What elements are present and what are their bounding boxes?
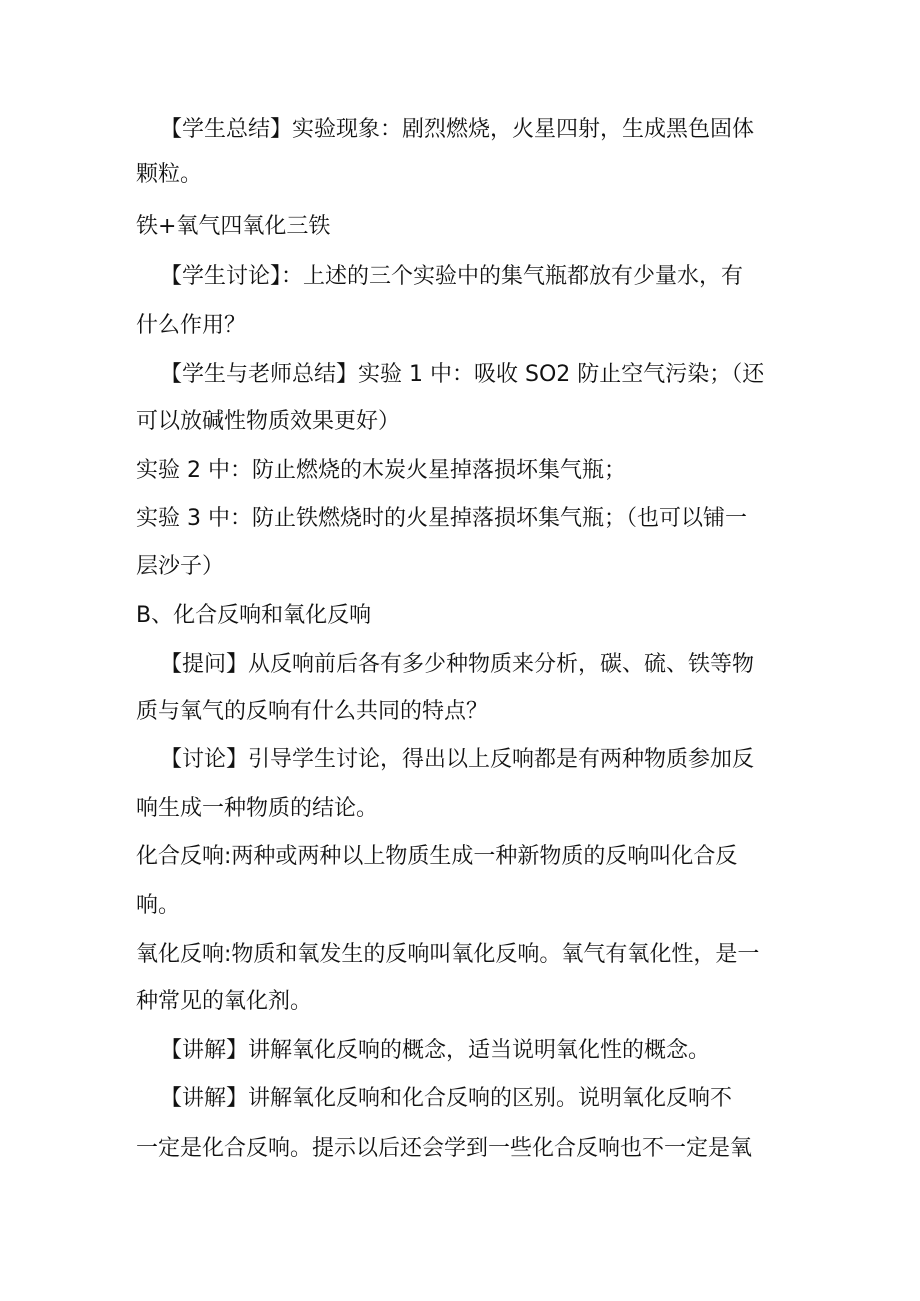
- experiment-3-cont: 层沙子）: [136, 554, 225, 579]
- teacher-summary-line: 【学生与老师总结】实验 1 中：吸收 SO2 防止空气污染；（还: [160, 362, 765, 387]
- explanation-line-1: 【讲解】讲解氧化反响的概念，适当说明氧化性的概念。: [160, 1038, 711, 1063]
- oxidation-reaction-def: 氧化反响:物质和氧发生的反响叫氧化反响。氧气有氧化性，是一: [136, 942, 760, 967]
- explanation-line-2-cont: 一定是化合反响。提示以后还会学到一些化合反响也不一定是氧: [136, 1136, 753, 1161]
- experiment-2-line: 实验 2 中：防止燃烧的木炭火星掉落损坏集气瓶；: [136, 458, 626, 483]
- section-heading-b: B、化合反响和氧化反响: [136, 603, 372, 628]
- combination-reaction-cont: 响。: [136, 893, 181, 918]
- student-discussion-line: 【学生讨论】：上述的三个实验中的集气瓶都放有少量水，有: [160, 264, 744, 289]
- experiment-3-line: 实验 3 中：防止铁燃烧时的火星掉落损坏集气瓶；（也可以铺一: [136, 506, 747, 531]
- discussion-line: 【讨论】引导学生讨论，得出以上反响都是有两种物质参加反: [160, 747, 755, 772]
- teacher-summary-cont: 可以放碱性物质效果更好）: [136, 409, 401, 434]
- oxidation-reaction-cont: 种常见的氧化剂。: [136, 989, 313, 1014]
- student-summary-cont: 颗粒。: [136, 162, 203, 187]
- student-summary-line: 【学生总结】实验现象：剧烈燃烧，火星四射，生成黑色固体: [160, 117, 755, 142]
- student-discussion-cont: 什么作用？: [136, 313, 247, 338]
- iron-reaction-equation: 铁+氧气四氧化三铁: [136, 214, 331, 239]
- question-cont: 质与氧气的反响有什么共同的特点？: [136, 699, 489, 724]
- combination-reaction-def: 化合反响:两种或两种以上物质生成一种新物质的反响叫化合反: [136, 844, 738, 869]
- explanation-line-2: 【讲解】讲解氧化反响和化合反响的区别。说明氧化反响不: [160, 1086, 733, 1111]
- discussion-cont: 响生成一种物质的结论。: [136, 796, 379, 821]
- question-line: 【提问】从反响前后各有多少种物质来分析，碳、硫、铁等物: [160, 652, 755, 677]
